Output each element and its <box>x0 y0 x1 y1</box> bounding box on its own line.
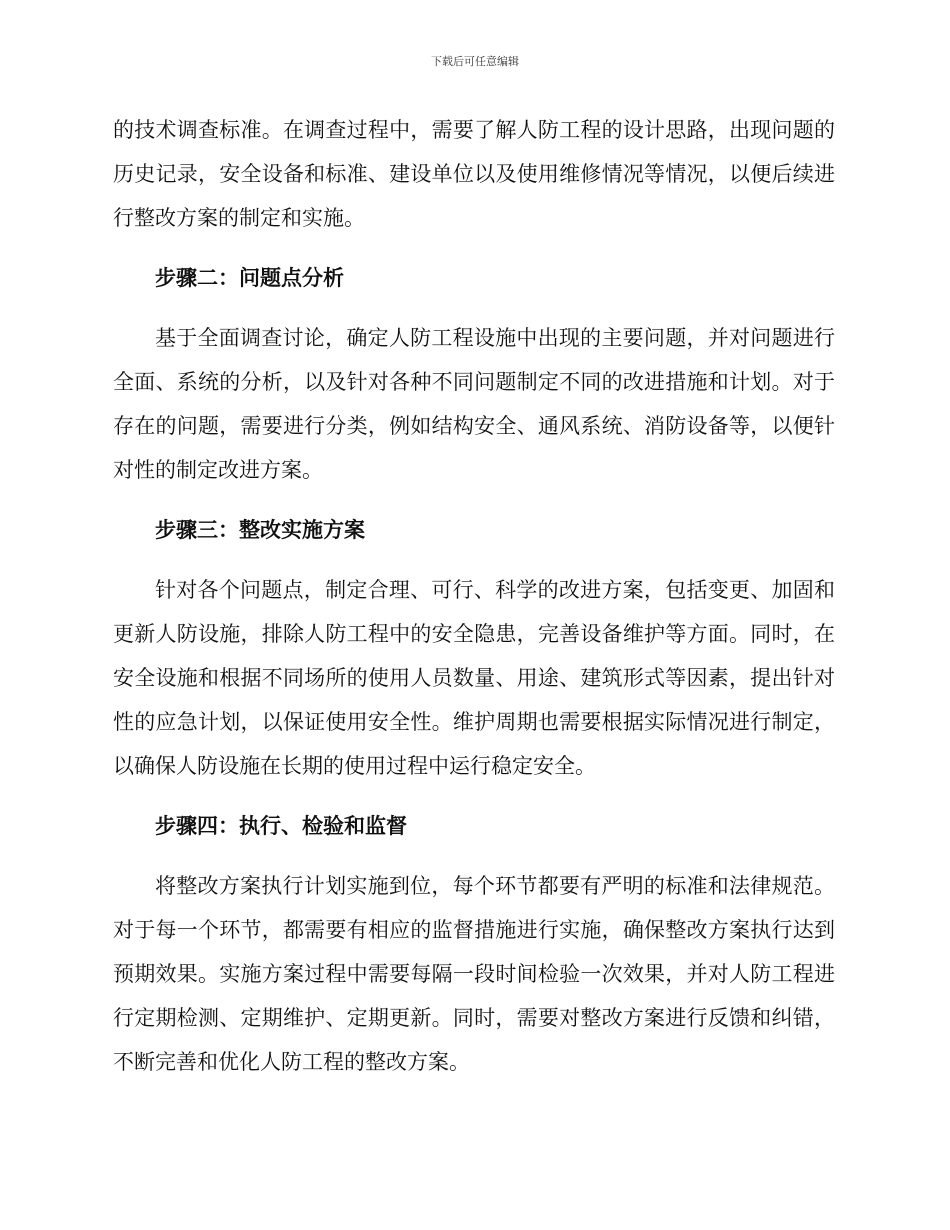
paragraph: 将整改方案执行计划实施到位，每个环节都要有严明的标准和法律规范。对于每一个环节，都需要有相应的监督措施进行实施，确保整改方案执行达到预期效果。实施方案过程中需要每隔一段时间检验一次效果，并对人防工程进行定期检测、定期维护、定期更新。同时，需要对整改方案进行反馈和纠错，不断完善和优化人防工程的整改方案。 <box>113 874 835 1074</box>
section-heading: 步骤四：执行、检验和监督 <box>155 814 407 838</box>
page-header: 下载后可任意编辑 <box>431 55 519 68</box>
document-body <box>113 108 835 1084</box>
paragraph: 针对各个问题点，制定合理、可行、科学的改进方案，包括变更、加固和更新人防设施，排除人防工程中的安全隐患，完善设备维护等方面。同时，在安全设施和根据不同场所的使用人员数量、用途、建筑形式等因素，提出针对性的应急计划，以保证使用安全性。维护周期也需要根据实际情况进行制定，以确保人防设施在长期的使用过程中运行稳定安全。 <box>113 578 835 778</box>
section-heading: 步骤二：问题点分析 <box>155 266 344 290</box>
paragraph: 基于全面调查讨论，确定人防工程设施中出现的主要问题，并对问题进行全面、系统的分析，以及针对各种不同问题制定不同的改进措施和计划。对于存在的问题，需要进行分类，例如结构安全、通风系统、消防设备等，以便针对性的制定改进方案。 <box>113 326 835 482</box>
section-heading: 步骤三：整改实施方案 <box>155 518 365 542</box>
paragraph: 的技术调查标准。在调查过程中，需要了解人防工程的设计思路，出现问题的历史记录，安全设备和标准、建设单位以及使用维修情况等情况，以便后续进行整改方案的制定和实施。 <box>113 118 835 230</box>
